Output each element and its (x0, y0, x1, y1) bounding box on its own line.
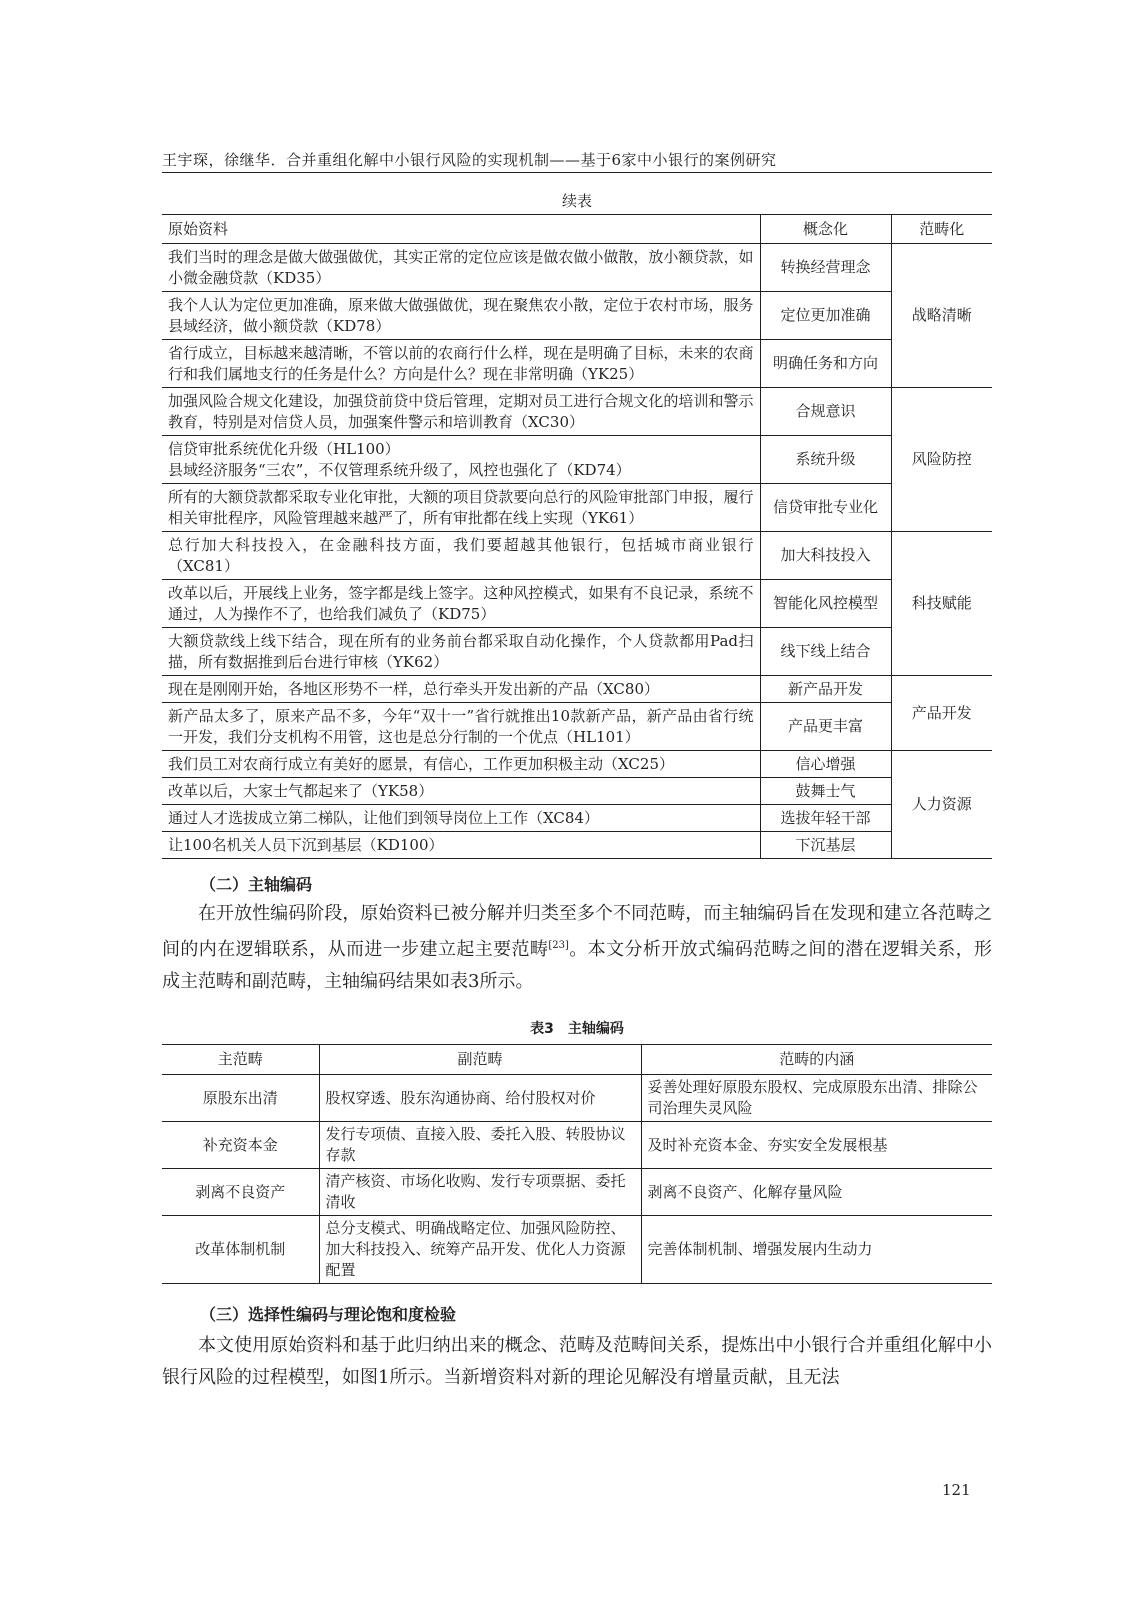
table-row (162, 532, 992, 580)
source-cell: 现在是刚刚开始，各地区形势不一样，总行牵头开发出新的产品（XC80） (162, 676, 760, 703)
column-header-category: 范畴化 (891, 215, 992, 244)
table-header-row (162, 215, 992, 244)
concept-cell: 下沉基层 (760, 832, 891, 859)
column-header-meaning: 范畴的内涵 (641, 1045, 992, 1075)
main-category-cell: 改革体制机制 (162, 1216, 319, 1284)
table-row (162, 676, 992, 703)
axial-coding-table (162, 1044, 992, 1284)
concept-cell: 信贷审批专业化 (760, 484, 891, 532)
table-row (162, 778, 992, 805)
table-row (162, 703, 992, 751)
column-header-main-category: 主范畴 (162, 1045, 319, 1075)
concept-cell: 选拔年轻干部 (760, 805, 891, 832)
concept-cell: 定位更加准确 (760, 292, 891, 340)
source-cell: 总行加大科技投入，在金融科技方面，我们要超越其他银行，包括城市商业银行（XC81） (162, 532, 760, 580)
concept-cell: 合规意识 (760, 388, 891, 436)
table-row (162, 484, 992, 532)
meaning-cell: 妥善处理好原股东股权、完成原股东出清、排除公司治理失灵风险 (641, 1075, 992, 1122)
column-header-source: 原始资料 (162, 215, 760, 244)
table-row (162, 805, 992, 832)
category-cell: 战略清晰 (891, 244, 992, 388)
source-cell: 我们当时的理念是做大做强做优，其实正常的定位应该是做农做小做散，放小额贷款，如小微金融贷款（KD35） (162, 244, 760, 292)
column-header-sub-category: 副范畴 (319, 1045, 641, 1075)
table-row (162, 1169, 992, 1216)
source-line: 信贷审批系统优化升级（HL100） (168, 439, 400, 458)
meaning-cell: 及时补充资本金、夯实安全发展根基 (641, 1122, 992, 1169)
main-category-cell: 补充资本金 (162, 1122, 319, 1169)
paragraph-text: 。本文分析开放式编码范畴之间的潜在逻辑关系，形成主范畴和副范畴，主轴编码结果如表3所示。 (162, 939, 993, 992)
sub-category-cell: 总分支模式、明确战略定位、加强风险防控、加大科技投入、统筹产品开发、优化人力资源配置 (319, 1216, 641, 1284)
table-row (162, 751, 992, 778)
concept-cell: 转换经营理念 (760, 244, 891, 292)
main-category-cell: 原股东出清 (162, 1075, 319, 1122)
concept-cell: 线下线上结合 (760, 628, 891, 676)
meaning-cell: 剥离不良资产、化解存量风险 (641, 1169, 992, 1216)
concept-cell: 鼓舞士气 (760, 778, 891, 805)
running-header: 王宇琛，徐继华．合并重组化解中小银行风险的实现机制——基于6家中小银行的案例研究 (162, 151, 777, 169)
page-number: 121 (942, 1481, 971, 1499)
sub-category-cell: 股权穿透、股东沟通协商、给付股权对价 (319, 1075, 641, 1122)
source-cell: 让100名机关人员下沉到基层（KD100） (162, 832, 760, 859)
concept-cell: 新产品开发 (760, 676, 891, 703)
table-caption: 表3 主轴编码 (530, 1021, 624, 1037)
table-row (162, 580, 992, 628)
table-row (162, 244, 992, 292)
concept-cell: 加大科技投入 (760, 532, 891, 580)
table-row (162, 832, 992, 859)
source-cell: 通过人才选拔成立第二梯队，让他们到领导岗位上工作（XC84） (162, 805, 760, 832)
table-row (162, 1122, 992, 1169)
table-row (162, 628, 992, 676)
meaning-cell: 完善体制机制、增强发展内生动力 (641, 1216, 992, 1284)
section-heading-selective-coding: （三）选择性编码与理论饱和度检验 (200, 1305, 457, 1324)
source-cell: 加强风险合规文化建设，加强贷前贷中贷后管理，定期对员工进行合规文化的培训和警示教育，特别是对信贷人员，加强案件警示和培训教育（XC30） (162, 388, 760, 436)
category-cell: 科技赋能 (891, 532, 992, 676)
source-line: 县域经济服务“三农”，不仅管理系统升级了，风控也强化了（KD74） (168, 460, 631, 479)
table-row (162, 1216, 992, 1284)
concept-cell: 智能化风控模型 (760, 580, 891, 628)
concept-cell: 信心增强 (760, 751, 891, 778)
category-cell: 产品开发 (891, 676, 992, 751)
section-heading-axial-coding: （二）主轴编码 (200, 875, 313, 894)
table-row (162, 388, 992, 436)
concept-cell: 产品更丰富 (760, 703, 891, 751)
concept-cell: 系统升级 (760, 436, 891, 484)
table-header-row (162, 1045, 992, 1075)
body-paragraph (162, 898, 992, 998)
citation-ref: [23] (548, 940, 569, 951)
column-header-concept: 概念化 (760, 215, 891, 244)
category-cell: 风险防控 (891, 388, 992, 532)
table-row (162, 1075, 992, 1122)
source-cell: 我们员工对农商行成立有美好的愿景，有信心，工作更加积极主动（XC25） (162, 751, 760, 778)
sub-category-cell: 发行专项债、直接入股、委托入股、转股协议存款 (319, 1122, 641, 1169)
source-cell: 我个人认为定位更加准确，原来做大做强做优，现在聚焦农小散，定位于农村市场，服务县域经济，做小额贷款（KD78） (162, 292, 760, 340)
source-cell: 改革以后，开展线上业务，签字都是线上签字。这种风控模式，如果有不良记录，系统不通过，人为操作不了，也给我们减负了（KD75） (162, 580, 760, 628)
source-cell: 新产品太多了，原来产品不多，今年“双十一”省行就推出10款新产品，新产品由省行统一开发，我们分支机构不用管，这也是总分行制的一个优点（HL101） (162, 703, 760, 751)
concept-cell: 明确任务和方向 (760, 340, 891, 388)
table-row (162, 340, 992, 388)
open-coding-table (162, 214, 992, 859)
source-cell: 改革以后，大家士气都起来了（YK58） (162, 778, 760, 805)
table-continued-label: 续表 (561, 192, 592, 210)
source-cell: 省行成立，目标越来越清晰，不管以前的农商行什么样，现在是明确了目标，未来的农商行和我们属地支行的任务是什么？方向是什么？现在非常明确（YK25） (162, 340, 760, 388)
source-cell: 大额贷款线上线下结合，现在所有的业务前台都采取自动化操作，个人贷款都用Pad扫描，所有数据推到后台进行审核（YK62） (162, 628, 760, 676)
main-category-cell: 剥离不良资产 (162, 1169, 319, 1216)
source-cell: 所有的大额贷款都采取专业化审批，大额的项目贷款要向总行的风险审批部门申报，履行相关审批程序，风险管理越来越严了，所有审批都在线上实现（YK61） (162, 484, 760, 532)
sub-category-cell: 清产核资、市场化收购、发行专项票据、委托清收 (319, 1169, 641, 1216)
paragraph-text: 在开放性编码阶段，原始资料已被分解并归类至多个不同范畴，而主轴编码旨在发现和建立各范畴之间的内在逻辑联系，从而进一步建立起主要范畴 (162, 903, 992, 960)
table-row (162, 436, 992, 484)
table-row (162, 292, 992, 340)
header-rule (162, 172, 992, 173)
category-cell: 人力资源 (891, 751, 992, 859)
body-paragraph: 本文使用原始资料和基于此归纳出来的概念、范畴及范畴间关系，提炼出中小银行合并重组化解中小银行风险的过程模型，如图1所示。当新增资料对新的理论见解没有增量贡献，且无法 (162, 1335, 992, 1388)
source-cell (162, 436, 760, 484)
